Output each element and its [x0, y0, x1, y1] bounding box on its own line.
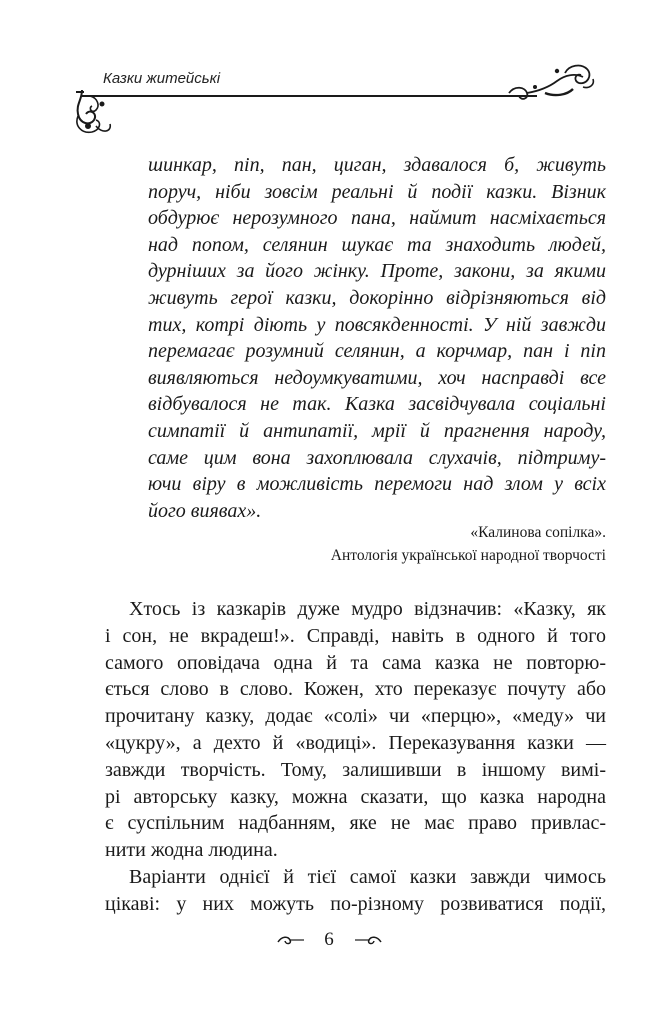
body-line: завжди творчість. Тому, залишивши в іншому вимі- [105, 758, 606, 781]
swash-left-icon [276, 934, 306, 946]
body-line: «цукру», а дехто й «водиці». Переказування казки — [105, 731, 606, 754]
quote-source-subtitle: Антологія української народної творчості [330, 547, 606, 564]
epigraph-quote [148, 152, 606, 524]
quote-line: відбувалося не так. Казка засвідчувала соціальні [148, 393, 606, 416]
quote-line: поруч, ніби зовсім реальні й події казки. Візник [148, 180, 606, 203]
body-line: прочитану казку, додає «солі» чи «перцю», «меду» чи [105, 705, 606, 728]
swash-right-icon [353, 934, 383, 946]
body-line: цікаві: у них можуть по-різному розвиватися події, [105, 892, 606, 915]
quote-line: тих, котрі діють у повсякденності. У ній завжди [148, 313, 606, 336]
body-line: ється слово в слово. Кожен, хто переказує почуту або [105, 678, 606, 701]
quote-line: саме цим вона захоплювала слухачів, підтриму- [148, 446, 606, 469]
quote-source-title: «Калинова сопілка». [470, 524, 606, 541]
quote-line: виявляються недоумкуватими, хоч насправді все [148, 366, 606, 389]
body-line: і сон, не вкрадеш!». Справді, навіть в одного й того [105, 624, 606, 647]
quote-line: його виявах». [148, 499, 262, 522]
corner-ornament-icon [72, 86, 118, 140]
quote-line: симпатії й антипатії, мрії й прагнення народу, [148, 419, 606, 442]
quote-line: шинкар, піп, пан, циган, здавалося б, живуть [148, 154, 606, 176]
body-line: нити жодна людина. [105, 839, 278, 862]
running-header-title: Казки житейські [103, 70, 221, 87]
body-line: Хтось із казкарів дуже мудро відзначив: «Казку, як [129, 598, 606, 620]
body-line: Варіанти однієї й тієї самої казки завжди чимось [129, 865, 606, 888]
body-line: є суспільним надбанням, яке не має право привлас- [105, 812, 606, 835]
quote-line: над попом, селянин шукає та знаходить людей, [148, 233, 606, 256]
quote-source [331, 521, 606, 567]
quote-line: живуть герої казки, докорінно відрізняються від [148, 286, 606, 309]
quote-line: дурніших за його жінку. Проте, закони, за якими [148, 260, 606, 283]
body-text [105, 596, 606, 918]
body-line: рі авторську казку, можна сказати, що казка народна [105, 785, 606, 808]
quote-line: перемагає розумний селянин, а корчмар, пан і піп [148, 340, 606, 363]
quote-line: ючи віру в можливість перемоги над злом у всіх [148, 473, 606, 496]
header-rule [82, 95, 537, 97]
header-ornament-icon [505, 63, 597, 103]
body-line: самого оповідача одна й та сама казка не повторю- [105, 651, 606, 674]
page-footer [0, 928, 658, 951]
page-number: 6 [324, 928, 334, 950]
quote-line: обдурює нерозумного пана, наймит насміхається [148, 207, 606, 230]
